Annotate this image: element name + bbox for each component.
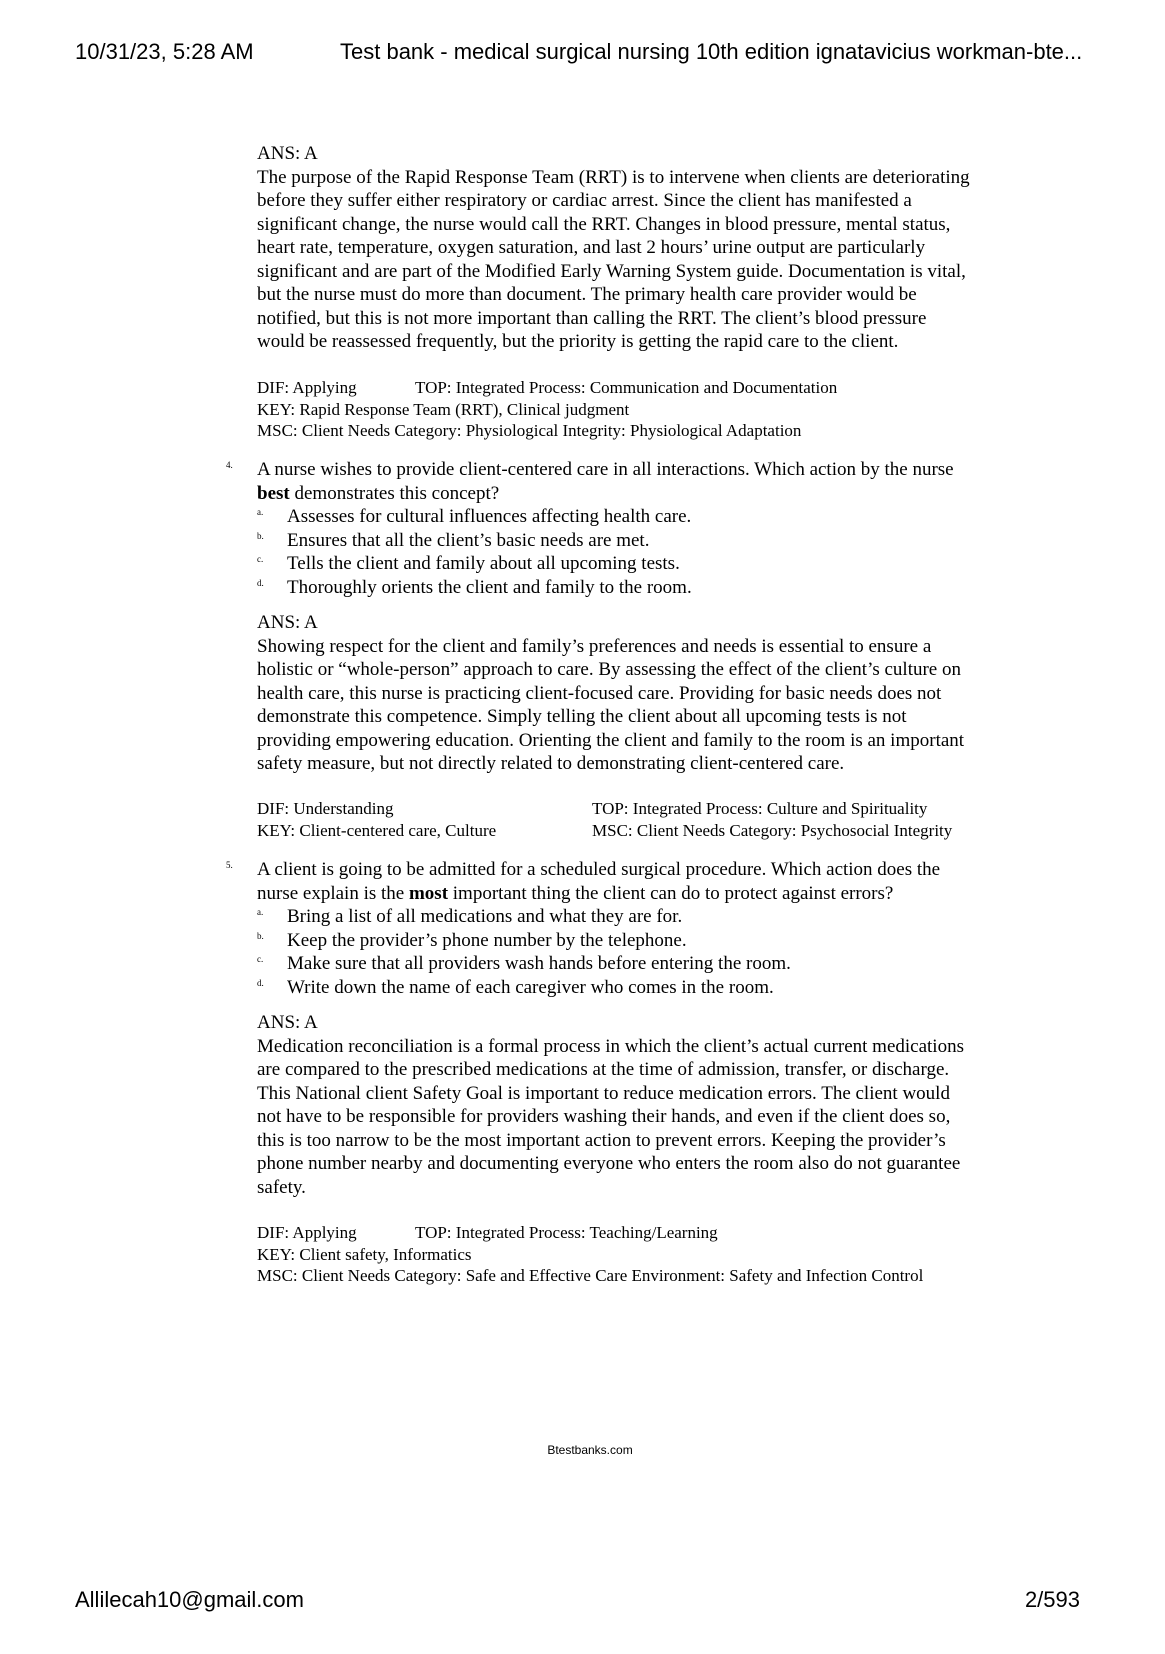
option-letter: a. [257, 507, 264, 517]
metadata-q3 [257, 377, 838, 442]
msc-category: MSC: Client Needs Category: Psychosocial Integrity [592, 820, 953, 840]
options [257, 905, 940, 999]
question-stem-line [257, 882, 940, 906]
option-letter: d. [257, 977, 264, 988]
rationale [257, 1035, 964, 1200]
footer-email: Allilecah10@gmail.com [75, 1587, 304, 1612]
rationale-line: demonstrate this competence. Simply telling the client about all upcoming tests is not [257, 706, 907, 727]
answer-option [257, 505, 954, 529]
print-datetime: 10/31/23, 5:28 AM [75, 39, 254, 64]
rationale-line: This National client Safety Goal is important to reduce medication errors. The client would [257, 1082, 950, 1104]
answer-block-q5 [257, 1011, 964, 1199]
option-letter: b. [257, 530, 264, 541]
option-text: Make sure that all providers wash hands before entering the room. [287, 953, 791, 974]
question-stem-line [257, 482, 954, 506]
option-letter: c. [257, 554, 264, 564]
difficulty: DIF: Applying [257, 378, 357, 397]
rationale-line: notified, but this is not more important than calling the RRT. The client’s blood pressure [257, 307, 927, 329]
stem-text: nurse explain is the [257, 882, 409, 904]
page-number: 2/593 [1024, 1587, 1080, 1612]
rationale [257, 166, 970, 354]
meta-row [257, 820, 953, 842]
stem-text: demonstrates this concept? [289, 482, 500, 504]
watermark-text: Btestbanks.com [547, 1443, 633, 1457]
option-text: Write down the name of each caregiver who comes in the room. [287, 976, 774, 998]
rationale-line: not have to be responsible for providers washing their hands, and even if the client does so, [257, 1106, 951, 1127]
rationale-line: this is too narrow to be the most important action to prevent errors. Keeping the provider’s [257, 1129, 946, 1151]
rationale-line: phone number nearby and documenting everyone who enters the room also do not guarantee [257, 1153, 961, 1174]
answer-option [257, 929, 940, 953]
rationale-line: providing empowering education. Orienting the client and family to the room is an important [257, 729, 965, 751]
stem-text: important thing the client can do to protect against errors? [448, 882, 894, 904]
meta-row [257, 798, 928, 820]
option-letter: d. [257, 577, 264, 588]
option-letter: b. [257, 930, 264, 941]
msc-category: MSC: Client Needs Category: Physiological Integrity: Physiological Adaptation [257, 421, 802, 440]
answer-key: ANS: A [257, 612, 318, 633]
answer-option [257, 529, 954, 553]
rationale-line: are compared to the prescribed medications at the time of admission, transfer, or discharge. [257, 1059, 950, 1080]
options [257, 505, 954, 599]
keywords: KEY: Client safety, Informatics [257, 1244, 472, 1264]
option-letter: c. [257, 954, 264, 964]
topic: TOP: Integrated Process: Culture and Spirituality [592, 799, 928, 818]
answer-option [257, 552, 954, 576]
question-stem-line: A nurse wishes to provide client-centered care in all interactions. Which action by the nurse [257, 459, 954, 480]
answer-option [257, 952, 940, 976]
rationale-line: The purpose of the Rapid Response Team (RRT) is to intervene when clients are deteriorating [257, 166, 970, 188]
answer-option [257, 576, 954, 600]
topic: TOP: Integrated Process: Communication and Documentation [415, 378, 838, 397]
rationale-line: but the nurse must do more than document. The primary health care provider would be [257, 284, 917, 305]
question-number: 4. [226, 460, 233, 470]
rationale-line: Medication reconciliation is a formal process in which the client’s actual current medications [257, 1035, 964, 1057]
document-title: Test bank - medical surgical nursing 10th edition ignatavicius workman-bte... [340, 39, 1083, 64]
keywords: KEY: Client-centered care, Culture [257, 820, 497, 840]
option-text: Bring a list of all medications and what they are for. [287, 906, 683, 927]
keywords: KEY: Rapid Response Team (RRT), Clinical judgment [257, 399, 630, 419]
answer-option [257, 976, 940, 1000]
answer-key: ANS: A [257, 1012, 318, 1033]
metadata-q4 [257, 798, 953, 841]
emphasis: best [257, 482, 290, 504]
metadata-q5 [257, 1222, 923, 1287]
question-stem-line: A client is going to be admitted for a scheduled surgical procedure. Which action does the [257, 859, 941, 880]
topic: TOP: Integrated Process: Teaching/Learning [415, 1223, 718, 1242]
question-5 [226, 858, 941, 999]
rationale-line: health care, this nurse is practicing client-focused care. Providing for basic needs does not [257, 682, 942, 704]
rationale-line: significant and are part of the Modified Early Warning System guide. Documentation is vital, [257, 260, 966, 282]
difficulty: DIF: Applying [257, 1223, 357, 1242]
rationale-line: holistic or “whole-person” approach to care. By assessing the effect of the client’s culture on [257, 659, 961, 680]
answer-key: ANS: A [257, 143, 318, 164]
emphasis: most [408, 882, 449, 904]
option-text: Assesses for cultural influences affecting health care. [287, 506, 692, 527]
difficulty-topic-row [257, 1222, 923, 1244]
rationale [257, 635, 964, 776]
option-letter: a. [257, 907, 264, 917]
rationale-line: heart rate, temperature, oxygen saturation, and last 2 hours’ urine output are particularly [257, 237, 926, 258]
question-number: 5. [226, 860, 233, 870]
rationale-line: before they suffer either respiratory or cardiac arrest. Since the client has manifested a [257, 190, 912, 211]
question-4 [226, 458, 954, 599]
msc-category: MSC: Client Needs Category: Safe and Effective Care Environment: Safety and Infection Control [257, 1266, 924, 1285]
answer-block-q3 [257, 142, 970, 354]
option-text: Tells the client and family about all upcoming tests. [287, 553, 680, 574]
option-text: Thoroughly orients the client and family to the room. [287, 576, 692, 598]
rationale-line: safety. [257, 1176, 306, 1198]
answer-block-q4 [257, 611, 964, 776]
rationale-line: would be reassessed frequently, but the priority is getting the rapid care to the client. [257, 331, 899, 352]
option-text: Keep the provider’s phone number by the telephone. [287, 929, 687, 951]
rationale-line: Showing respect for the client and family’s preferences and needs is essential to ensure a [257, 635, 932, 657]
rationale-line: safety measure, but not directly related to demonstrating client-centered care. [257, 753, 845, 774]
difficulty-topic-row [257, 377, 838, 399]
option-text: Ensures that all the client’s basic needs are met. [287, 529, 650, 551]
rationale-line: significant change, the nurse would call the RRT. Changes in blood pressure, mental status, [257, 213, 951, 235]
difficulty: DIF: Understanding [257, 799, 394, 818]
answer-option [257, 905, 940, 929]
